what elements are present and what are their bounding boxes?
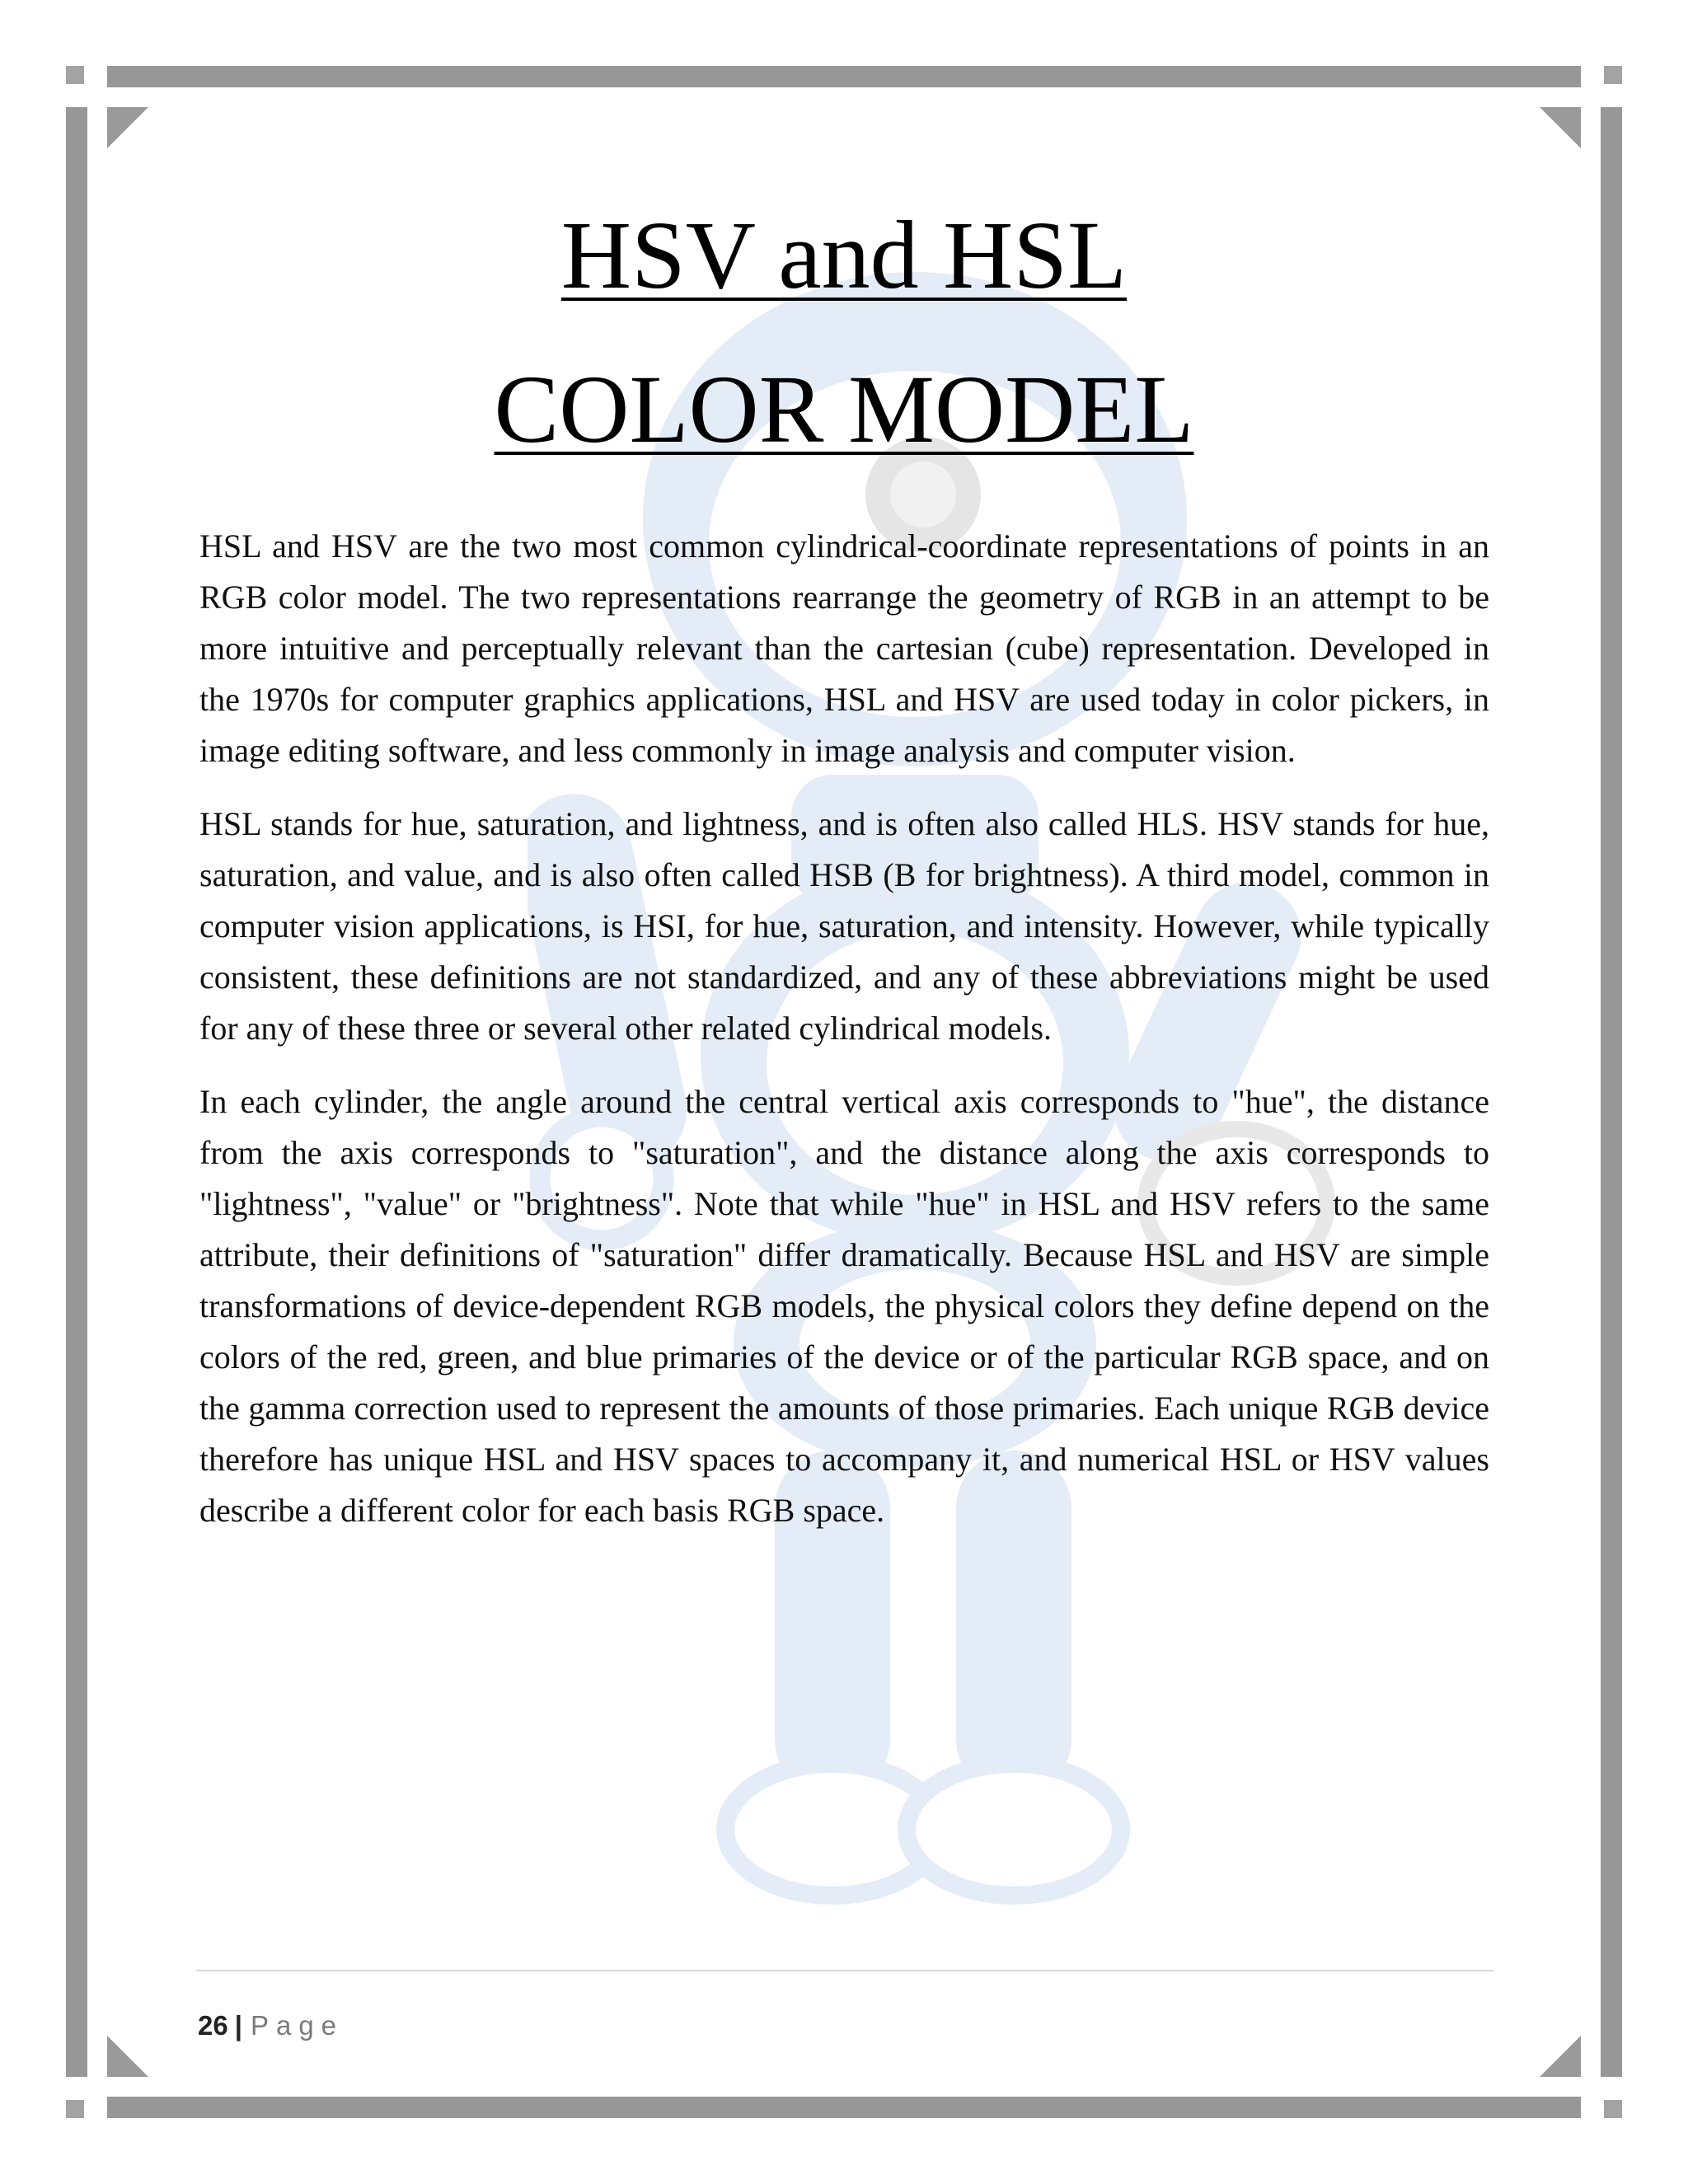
frame-corner-triangle-top-left — [107, 107, 148, 148]
frame-corner-triangle-bottom-left — [107, 2036, 148, 2077]
frame-corner-square-bottom-left — [66, 2100, 84, 2118]
page-title-line-2-text: COLOR MODEL — [494, 355, 1194, 463]
page-title-line-2 — [0, 356, 1688, 463]
frame-corner-square-bottom-right — [1604, 2100, 1622, 2118]
page-label: Page — [250, 2010, 345, 2041]
paragraph-1: HSL and HSV are the two most common cylindrical-coordinate representations of points in an RGB color model. The two representations rearrange the geometry of RGB in an attempt to be more intuitive and perceptually relevant than the cartesian (cube) representation. Developed in the 1970s for computer graphics applications, HSL and HSV are used today in color pickers, in image editing software, and less commonly in image analysis and computer vision. — [199, 527, 1489, 769]
footer-separator: | — [234, 2010, 242, 2041]
frame-corner-square-top-left — [66, 66, 84, 84]
frame-bottom-border — [107, 2097, 1581, 2118]
frame-top-border — [107, 66, 1581, 87]
page-title-line-1 — [0, 202, 1688, 309]
paragraph-3: In each cylinder, the angle around the central vertical axis corresponds to "hue", the distance from the axis corresponds to "saturation", and the distance along the axis corresponds to "lightness", "value" or "brightness". Note that while "hue" in HSL and HSV refers to the same attribute, their definitions of "saturation" differ dramatically. Because HSL and HSV are simple transformations of device-dependent RGB models, the physical colors they define depend on the colors of the red, green, and blue primaries of the device or of the particular RGB space, and on the gamma correction used to represent the amounts of those primaries. Each unique RGB device therefore has unique HSL and HSV spaces to accompany it, and numerical HSL or HSV values describe a different color for each basis RGB space. — [199, 1083, 1489, 1529]
frame-corner-triangle-bottom-right — [1540, 2036, 1581, 2077]
page-title-line-1-text: HSV and HSL — [560, 201, 1128, 309]
body-text — [199, 521, 1489, 1558]
page-footer — [198, 2009, 344, 2042]
page-number: 26 — [198, 2010, 228, 2041]
frame-corner-square-top-right — [1604, 66, 1622, 84]
paragraph-2: HSL stands for hue, saturation, and lightness, and is often also called HLS. HSV stands for hue, saturation, and value, and is also often called HSB (B for brightness). A third model, common in computer vision applications, is HSI, for hue, saturation, and intensity. However, while typically consistent, these definitions are not standardized, and any of these abbreviations might be used for any of these three or several other related cylindrical models. — [199, 805, 1489, 1047]
frame-corner-triangle-top-right — [1540, 107, 1581, 148]
footer-divider — [196, 1970, 1493, 1971]
